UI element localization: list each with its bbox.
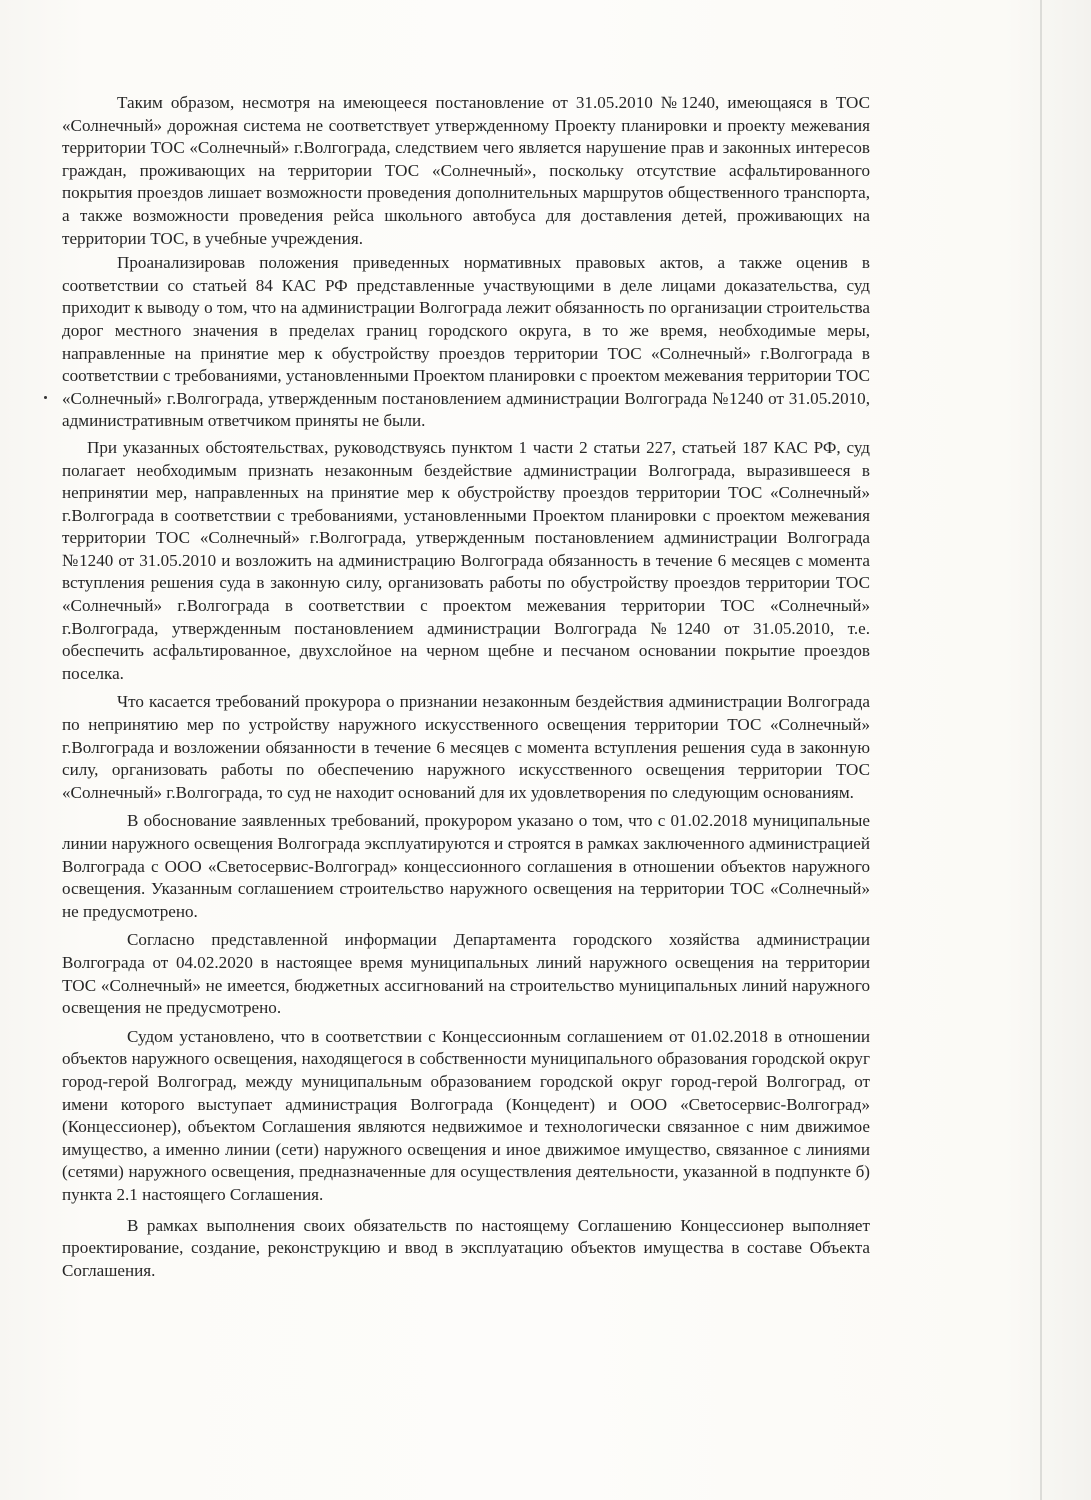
page-fold-line: [1040, 0, 1042, 1500]
margin-mark: [44, 396, 47, 399]
paragraph-8: В рамках выполнения своих обязательств по настоящему Соглашению Концессионер выполняет проектирование, создание, реконструкцию и ввод в эксплуатацию объектов имущества в составе Объекта Соглашения.: [62, 1215, 870, 1280]
paragraph-4: Что касается требований прокурора о признании незаконным бездействия администрации Волгограда по непринятию мер по устройству наружного искусственного освещения территории ТОС «Солнечный» г.Волгограда и возложении обязанности в течение 6 месяцев с момента вступления решения суда в законную силу, организовать работы по обеспечению наружного искусственного освещения территории ТОС «Солнечный» г.Волгограда, то суд не находит оснований для их удовлетворения по следующим основаниям.: [62, 692, 870, 802]
paragraph-6: Согласно представленной информации Департамента городского хозяйства администрации Волгограда от 04.02.2020 в настоящее время муниципальных линий наружного освещения на территории ТОС «Солнечный» не имеется, бюджетных ассигнований на строительство муниципальных линий наружного освещения не предусмотрено.: [62, 930, 870, 1018]
paragraph-3: При указанных обстоятельствах, руководствуясь пунктом 1 части 2 статьи 227, статьей 187 КАС РФ, суд полагает необходимым признать незаконным бездействие администрации Волгограда, выразившееся в непринятии мер, направленных на принятие мер к обустройству проездов территории ТОС «Солнечный» г.Волгограда в соответствии с требованиями, установленными Проектом планировки с проектом межевания территории ТОС «Солнечный» г.Волгограда, утвержденным постановлением администрации Волгограда №1240 от 31.05.2010 и возложить на администрацию Волгограда обязанность в течение 6 месяцев с момента вступления решения суда в законную силу, организовать работы по обустройству проездов территории ТОС «Солнечный» г.Волгограда в соответствии с проектом межевания территории ТОС «Солнечный» г.Волгограда, утвержденным постановлением администрации Волгограда №1240 от 31.05.2010, т.е. обеспечить асфальтированное, двухслойное на черном щебне и песчаном основании покрытие проездов поселка.: [62, 437, 870, 683]
paragraph-7: Судом установлено, что в соответствии с Концессионным соглашением от 01.02.2018 в отношении объектов наружного освещения, находящегося в собственности муниципального образования городской округ город-герой Волгоград, между муниципальным образованием городской округ город-герой Волгоград, от имени которого выступает администрация Волгограда (Концедент) и ООО «Светосервис-Волгоград» (Концессионер), объектом Соглашения являются недвижимое и технологически связанное с ним движимое имущество, а именно линии (сети) наружного освещения и иное движимое имущество, связанное с линиями (сетями) наружного освещения, предназначенные для осуществления деятельности, указанной в подпункте б) пункта 2.1 настоящего Соглашения.: [62, 1026, 870, 1204]
paragraph-2: Проанализировав положения приведенных нормативных правовых актов, а также оценив в соответствии со статьей 84 КАС РФ представленные участвующими в деле лицами доказательства, суд приходит к выводу о том, что на администрации Волгограда лежит обязанность по организации строительства дорог местного значения в пределах границ городского округа, в то же время, необходимые меры, направленные на принятие мер к обустройству проездов территории ТОС «Солнечный» г.Волгограда в соответствии с требованиями, установленными Проектом планировки с проектом межевания территории ТОС «Солнечный» г.Волгограда, утвержденным постановлением администрации Волгограда №1240 от 31.05.2010, административным ответчиком приняты не были.: [62, 253, 870, 431]
document-body: [62, 92, 870, 1282]
paragraph-5: В обоснование заявленных требований, прокурором указано о том, что с 01.02.2018 муниципальные линии наружного освещения Волгограда эксплуатируются и строятся в рамках заключенного администрацией Волгограда с ООО «Светосервис-Волгоград» концессионного соглашения в отношении объектов наружного освещения. Указанным соглашением строительство наружного освещения на территории ТОС «Солнечный» не предусмотрено.: [62, 811, 870, 921]
paragraph-1: Таким образом, несмотря на имеющееся постановление от 31.05.2010 №1240, имеющаяся в ТОС «Солнечный» дорожная система не соответствует утвержденному Проекту планировки и проекту межевания территории ТОС «Солнечный» г.Волгограда, следствием чего является нарушение прав и законных интересов граждан, проживающих на территории ТОС «Солнечный», поскольку отсутствие асфальтированного покрытия проездов лишает возможности проведения дополнительных маршрутов общественного транспорта, а также возможности проведения рейса школьного автобуса для доставления детей, проживающих на территории ТОС, в учебные учреждения.: [62, 93, 870, 248]
